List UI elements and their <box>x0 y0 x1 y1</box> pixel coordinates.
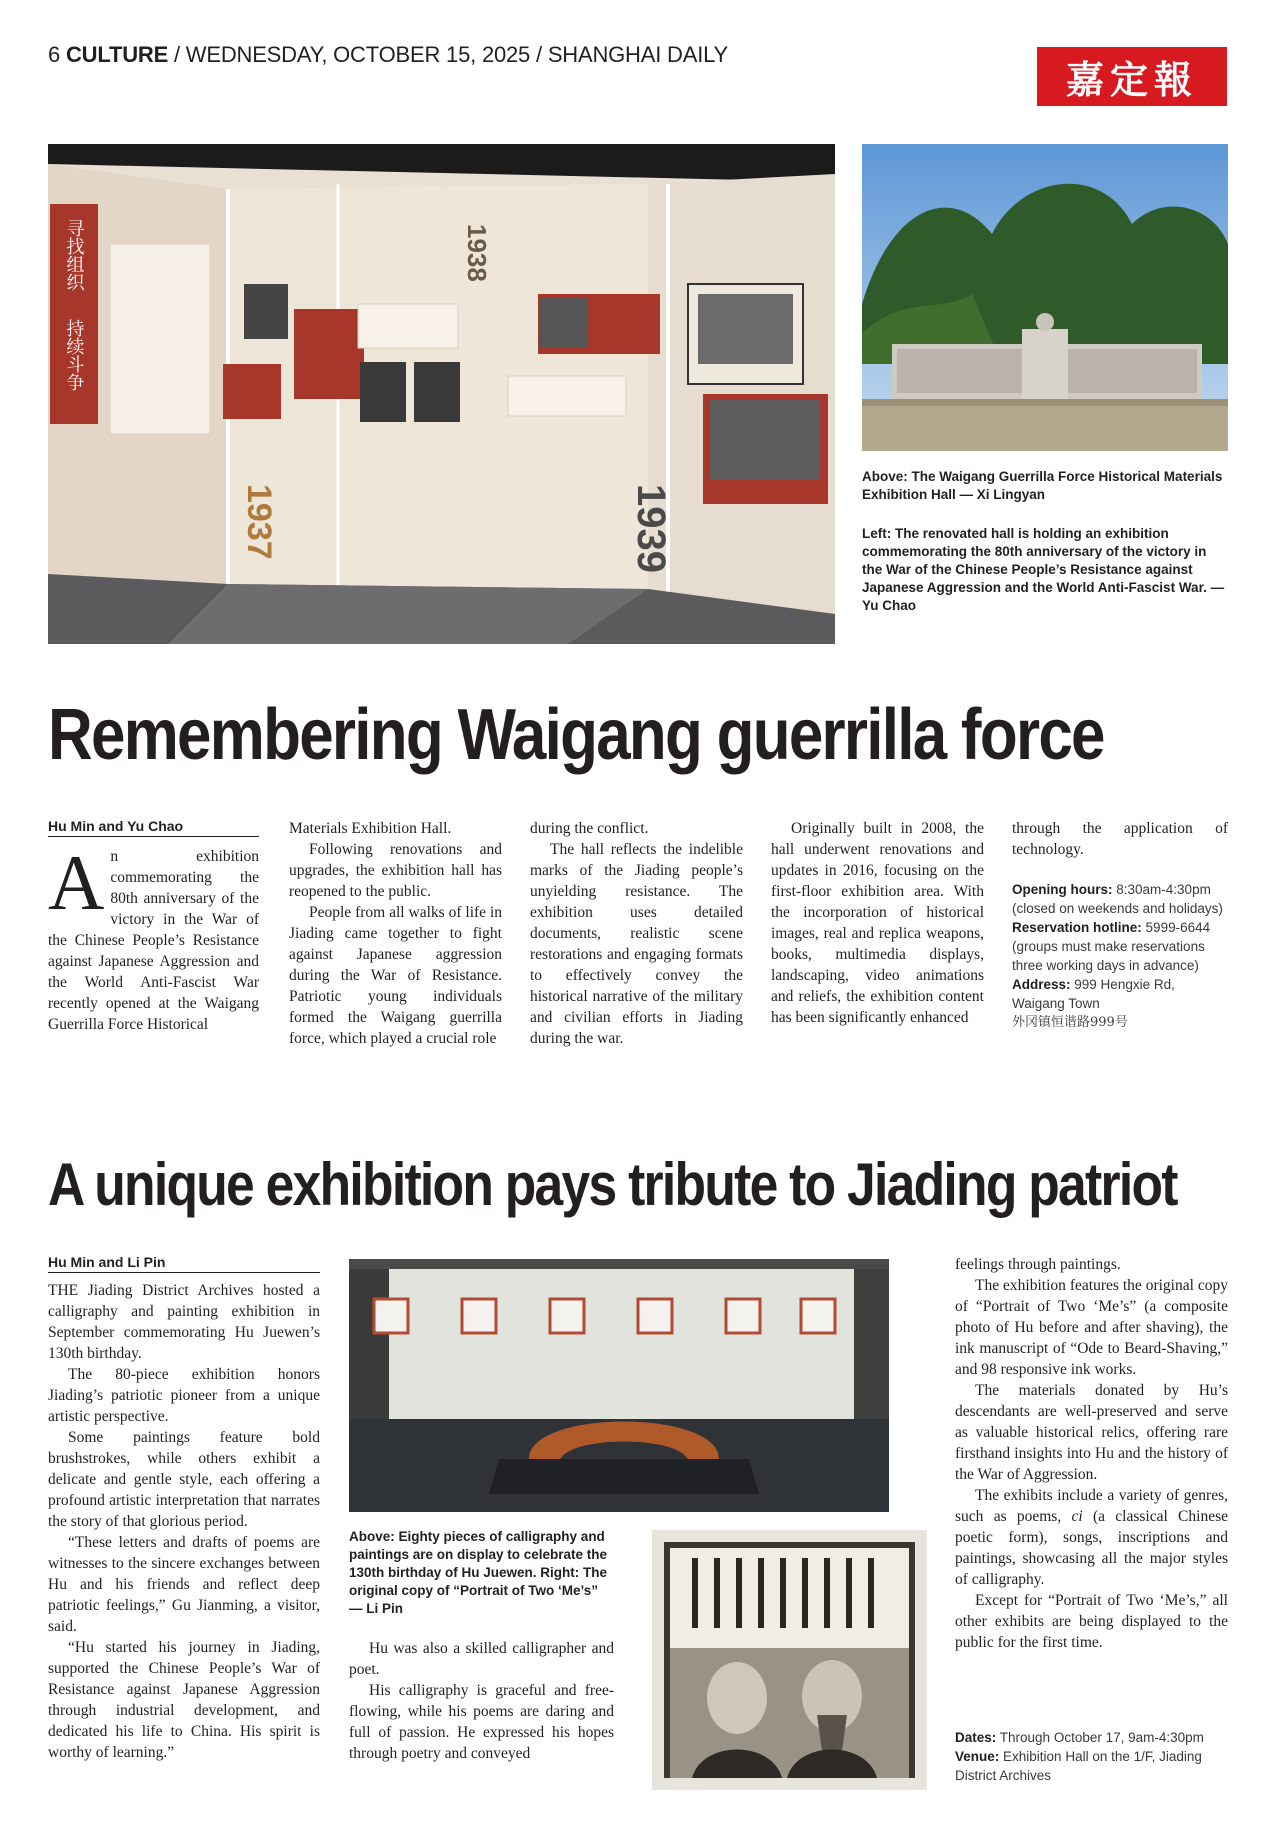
paragraph: Originally built in 2008, the hall underwent renovations and updates in 2016, focusing on the first-floor exhibition area. With the incorporation of historical images, real and replica weapons, books, multimedia displays, landscaping, video animations and reliefs, the exhibition content has been significantly enhanced <box>771 820 984 1026</box>
date-line: / WEDNESDAY, OCTOBER 15, 2025 / SHANGHAI DAILY <box>173 42 728 67</box>
paragraph: Hu was also a skilled calligrapher and poet. <box>349 1640 614 1678</box>
article1-column-5 <box>1012 818 1228 860</box>
article1-headline: Remembering Waigang guerrilla force <box>48 695 1104 775</box>
jiading-daily-logo: 嘉定報 <box>1037 47 1227 106</box>
gallery-photo <box>349 1259 889 1512</box>
article1-column-3 <box>530 818 743 1049</box>
article1-col1-text: n exhibition commemorating the 80th anniversary of the victory in the War of the Chinese People’s Resistance against Japanese Aggression and the World Anti-Fascist War recently opened at the Waigang Guerrilla Force Historical <box>48 848 259 1033</box>
article2-photo-caption: Above: Eighty pieces of calligraphy and paintings are on display to celebrate the 130th birthday of Hu Juewen. Right: The original copy of “Portrait of Two ‘Me’s” — Li Pin <box>349 1529 608 1616</box>
paragraph: Some paintings feature bold brushstrokes, while others exhibit a delicate and gentle style, each offering a profound artistic interpretation that narrates the story of that glorious period. <box>48 1429 320 1530</box>
paragraph: Following renovations and upgrades, the exhibition hall has reopened to the public. <box>289 841 502 900</box>
paragraph: feelings through paintings. <box>955 1256 1121 1273</box>
photo-caption-left: Left: The renovated hall is holding an exhibition commemorating the 80th anniversary of the victory in the War of the Chinese People’s Resistance against Japanese Aggression and the World Anti-Fascist War. — Yu Chao <box>862 526 1225 613</box>
banner-text-1: 寻找组织 <box>63 219 85 291</box>
paragraph: The hall reflects the indelible marks of the Jiading people’s unyielding resistance. The exhibition uses detailed documents, realistic scene restorations and engaging formats to effectively convey the historical narrative of the military and civilian efforts in Jiading during the war. <box>530 841 743 1047</box>
paragraph: through the application of technology. <box>1012 820 1228 858</box>
paragraph: “These letters and drafts of poems are witnesses to the sincere exchanges between Hu and his friends and reflect deep patriotic feelings,” Gu Jianming, a visitor, said. <box>48 1534 320 1635</box>
running-head <box>48 42 728 68</box>
banner-text-2: 持续斗争 <box>63 319 85 391</box>
article2-column-1 <box>48 1280 320 1763</box>
address-chinese: 外冈镇恒谐路999号 <box>1012 1015 1128 1030</box>
article2-visitor-info <box>955 1728 1228 1785</box>
article1-byline: Hu Min and Yu Chao <box>48 818 259 837</box>
article1-column-1 <box>48 839 259 1035</box>
article2-headline: A unique exhibition pays tribute to Jiading patriot <box>48 1151 1177 1218</box>
article2-column-3 <box>955 1254 1228 1653</box>
paragraph: during the conflict. <box>530 820 649 837</box>
paragraph: Except for “Portrait of Two ‘Me’s,” all other exhibits are being displayed to the public for the first time. <box>955 1592 1228 1651</box>
paragraph: People from all walks of life in Jiading came together to fight against Japanese aggression during the War of Resistance. Patriotic young individuals formed the Waigang guerrilla force, which played a crucial role <box>289 904 502 1047</box>
memorial-relief-photo <box>862 144 1228 451</box>
article2-column-2 <box>349 1638 614 1764</box>
paragraph: Materials Exhibition Hall. <box>289 820 452 837</box>
paragraph: The exhibition features the original copy of “Portrait of Two ‘Me’s” (a composite photo of Hu before and after shaving), the ink manuscript of “Ode to Beard-Shaving,” and 98 responsive ink works. <box>955 1277 1228 1378</box>
article1-column-2 <box>289 818 502 1049</box>
page-number: 6 <box>48 42 61 67</box>
article1-visitor-info <box>1012 880 1228 1032</box>
photo-caption-above: Above: The Waigang Guerrilla Force Historical Materials Exhibition Hall — Xi Lingyan <box>862 469 1223 502</box>
portrait-of-two-mes-photo <box>652 1530 927 1790</box>
opening-hours: Opening hours: 8:30am-4:30pm (closed on weekends and holidays) <box>1012 882 1223 916</box>
paragraph: The materials donated by Hu’s descendants are well-preserved and serve as valuable historical relics, offering rare firsthand insights into Hu and the history of the War of Aggression. <box>955 1382 1228 1483</box>
paragraph: “Hu started his journey in Jiading, supported the Chinese People’s War of Resistance against Japanese Aggression through industrial development, and dedicated his life to China. His spirit is worthy of learning.” <box>48 1639 320 1761</box>
year-label-1937: 1937 <box>240 484 278 560</box>
article1-column-4 <box>771 818 984 1028</box>
section-name: CULTURE <box>65 42 169 67</box>
year-label-1939: 1939 <box>629 484 673 573</box>
article2-byline: Hu Min and Li Pin <box>48 1254 320 1273</box>
dropcap: A <box>48 839 105 926</box>
paragraph: His calligraphy is graceful and free-flowing, while his poems are daring and full of passion. He expressed his hopes through poetry and conveyed <box>349 1682 614 1762</box>
address: Address: 999 Hengxie Rd, Waigang Town <box>1012 977 1175 1011</box>
dates: Dates: Through October 17, 9am-4:30pm <box>955 1730 1204 1745</box>
paragraph: THE Jiading District Archives hosted a calligraphy and painting exhibition in September commemorating Hu Juewen’s 130th birthday. <box>48 1282 320 1362</box>
paragraph: The 80-piece exhibition honors Jiading’s patriotic pioneer from a unique artistic perspective. <box>48 1366 320 1425</box>
exhibition-hall-photo <box>48 144 835 644</box>
year-label-1938: 1938 <box>462 224 492 282</box>
paragraph: The exhibits include a variety of genres, such as poems, ci (a classical Chinese poetic form), songs, inscriptions and paintings, showcasing all the major styles of calligraphy. <box>955 1487 1228 1588</box>
reservation-hotline: Reservation hotline: 5999-6644 (groups must make reservations three working days in advance) <box>1012 920 1211 973</box>
venue: Venue: Exhibition Hall on the 1/F, Jiading District Archives <box>955 1749 1202 1783</box>
